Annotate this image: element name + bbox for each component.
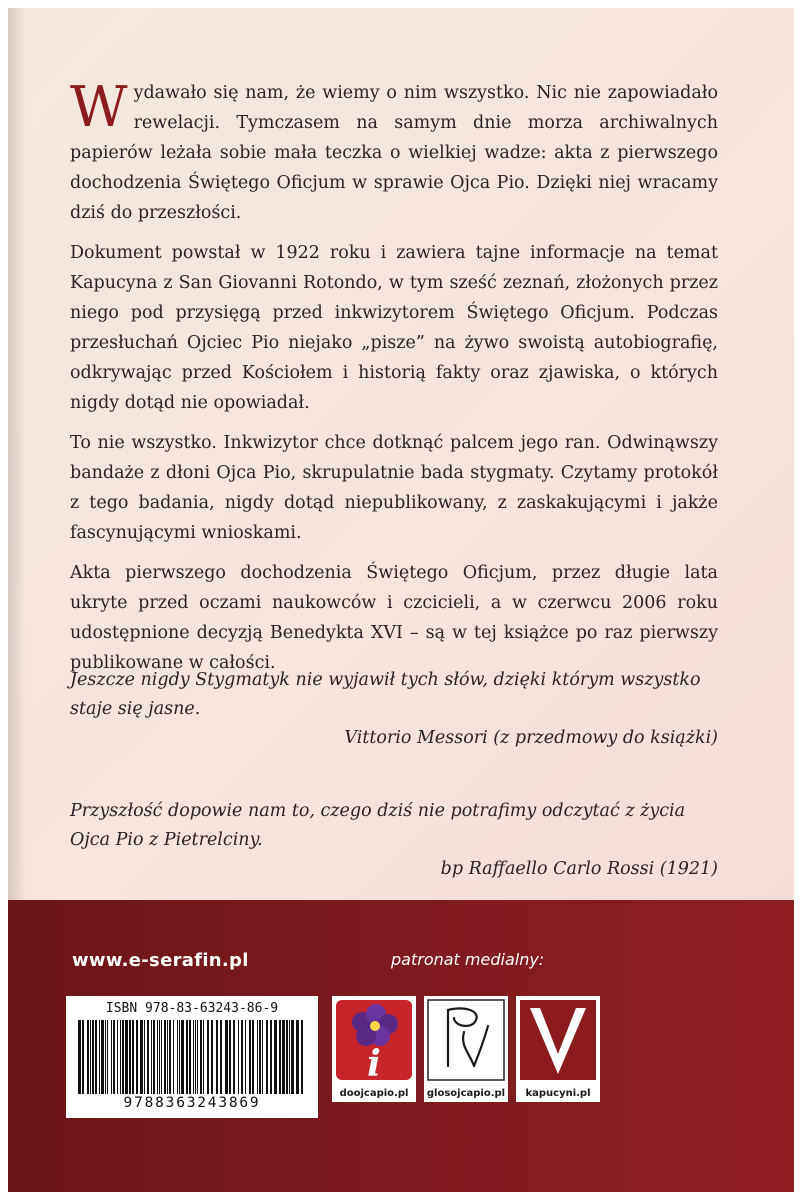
description-paragraph-1: [70, 75, 718, 228]
quote-text: Przyszłość dopowie nam to, czego dziś nie potrafimy odczytać z życia Ojca Pio z Pietrelciny.: [70, 801, 686, 850]
barcode-bar: [113, 1020, 115, 1094]
svg-text:i: i: [367, 1043, 381, 1084]
partner-logo-kapucyni: [516, 996, 600, 1102]
barcode-bar: [279, 1020, 281, 1094]
barcode-bar: [195, 1020, 196, 1094]
barcode-bar: [225, 1020, 228, 1094]
v-letter-icon: [516, 996, 600, 1084]
barcode-bar: [105, 1020, 106, 1094]
barcode-bar: [90, 1020, 91, 1094]
barcode-bar: [159, 1020, 160, 1094]
patronat-label: patronat medialny:: [391, 950, 545, 969]
paragraph-1-text: ydawało się nam, że wiemy o nim wszystko. Nic nie zapowiadało rewelacji. Tymczasem na samym dnie morza archiwalnych papierów leżała sobie mała teczka o wielkiej wadze: akta z pierwszego dochodzenia Świętego Oficjum w sprawie Ojca Pio. Dzięki niej wracamy dziś do przeszłości.: [70, 83, 718, 223]
barcode-bar: [151, 1020, 152, 1094]
barcode-bar: [120, 1020, 121, 1094]
barcode-bar: [245, 1020, 246, 1094]
barcode-bar: [193, 1020, 194, 1094]
barcode-bar: [157, 1020, 158, 1094]
barcode-bar: [197, 1020, 198, 1094]
barcode-bar: [82, 1020, 84, 1094]
barcode-bar: [173, 1020, 174, 1094]
barcode-bar: [177, 1020, 178, 1094]
description-text: [70, 75, 718, 688]
barcode-bar: [252, 1020, 254, 1094]
partner-logo-glosojcapio: [424, 996, 508, 1102]
barcode-bar: [107, 1020, 108, 1094]
quote-author: bp Raffaello Carlo Rossi (1921): [440, 859, 718, 879]
barcode-bar: [200, 1020, 202, 1094]
barcode-bar: [101, 1020, 104, 1094]
quote-author: Vittorio Messori (z przedmowy do książki): [344, 728, 718, 748]
partner-caption: doojcapio.pl: [339, 1088, 409, 1099]
barcode-bar: [301, 1020, 303, 1094]
barcode-bar: [111, 1020, 112, 1094]
partner-logo-doojcapio: [332, 996, 416, 1102]
barcode-bar: [257, 1020, 258, 1094]
description-paragraph-3: To nie wszystko. Inkwizytor chce dotknąć palcem jego ran. Odwinąwszy bandaże z dłoni Ojca Pio, skrupulatnie bada stygmaty. Czytamy protokół z tego badania, nigdy dotąd niepublikowany, z zaskakującymi i jakże fascynującymi wnioskami.: [70, 433, 718, 543]
description-paragraph-2: Dokument powstał w 1922 roku i zawiera tajne informacje na temat Kapucyna z San Giovanni Rotondo, w tym sześć zeznań, złożonych przez niego pod przysięgą przed inkwizytorem Świętego Oficjum. Podczas przesłuchań Ojciec Pio niejako „pisze” na żywo swoistą autobiografię, odkrywając przed Kościołem i historią fakty oraz zjawiska, o których nigdy dotąd nie opowiadał.: [70, 243, 718, 413]
barcode-bar: [87, 1020, 89, 1094]
drop-cap-initial: W: [70, 75, 128, 140]
barcode-bar: [262, 1020, 263, 1094]
quotes-section: [70, 666, 718, 928]
barcode-bar: [92, 1020, 94, 1094]
barcode-bar: [207, 1020, 209, 1094]
partner-caption: kapucyni.pl: [525, 1088, 591, 1099]
barcode-bar: [144, 1020, 145, 1094]
barcode-bar: [274, 1020, 277, 1094]
publisher-website: www.e-serafin.pl: [72, 950, 249, 971]
quote-text: Jeszcze nigdy Stygmatyk nie wyjawił tych słów, dzięki którym wszystko staje się jasne.: [70, 670, 701, 719]
barcode-bar: [216, 1020, 218, 1094]
barcode-icon: [76, 1020, 308, 1094]
barcode-bar: [179, 1020, 180, 1094]
barcode-bar: [99, 1020, 100, 1094]
barcode-number: 9788363243869: [123, 1095, 261, 1111]
barcode-bar: [249, 1020, 251, 1094]
barcode-bar: [220, 1020, 222, 1094]
barcode-bar: [122, 1020, 124, 1094]
barcode-bar: [169, 1020, 171, 1094]
barcode-bar: [296, 1020, 299, 1094]
barcode-bar: [238, 1020, 239, 1094]
barcode-bar: [189, 1020, 191, 1094]
barcode-bar: [125, 1020, 128, 1094]
barcode-bar: [78, 1020, 81, 1094]
barcode-bar: [203, 1020, 204, 1094]
barcode-bar: [211, 1020, 213, 1094]
barcode-bar: [181, 1020, 184, 1094]
signature-icon: [424, 996, 508, 1084]
barcode-bar: [132, 1020, 134, 1094]
barcode-bar: [167, 1020, 168, 1094]
barcode-bar: [282, 1020, 285, 1094]
barcode-bar: [286, 1020, 288, 1094]
barcode-bar: [229, 1020, 231, 1094]
info-flower-icon: [332, 996, 416, 1084]
barcode-bar: [161, 1020, 162, 1094]
barcode-bar: [136, 1020, 138, 1094]
barcode-bar: [129, 1020, 131, 1094]
barcode-bar: [95, 1020, 97, 1094]
barcode-bar: [241, 1020, 243, 1094]
barcode-bar: [147, 1020, 149, 1094]
barcode-bar: [186, 1020, 188, 1094]
barcode-bar: [289, 1020, 290, 1094]
description-paragraph-4: Akta pierwszego dochodzenia Świętego Oficjum, przez długie lata ukryte przed oczami naukowców i czcicieli, a w czerwcu 2006 roku udostępnione decyzją Benedykta XVI – są w tej książce po raz pierwszy publikowane w całości.: [70, 563, 718, 673]
barcode-bar: [164, 1020, 166, 1094]
barcode-bar: [270, 1020, 272, 1094]
barcode-bar: [266, 1020, 268, 1094]
barcode-box: [66, 996, 318, 1118]
barcode-bar: [291, 1020, 294, 1094]
quote-messori: [70, 666, 718, 753]
barcode-bar: [233, 1020, 235, 1094]
partner-caption: glosojcapio.pl: [426, 1088, 506, 1099]
barcode-bar: [259, 1020, 261, 1094]
barcode-bar: [140, 1020, 143, 1094]
barcode-bar: [153, 1020, 155, 1094]
isbn-text: ISBN 978-83-63243-86-9: [105, 1001, 279, 1016]
barcode-bar: [117, 1020, 118, 1094]
quote-rossi: [70, 797, 718, 884]
